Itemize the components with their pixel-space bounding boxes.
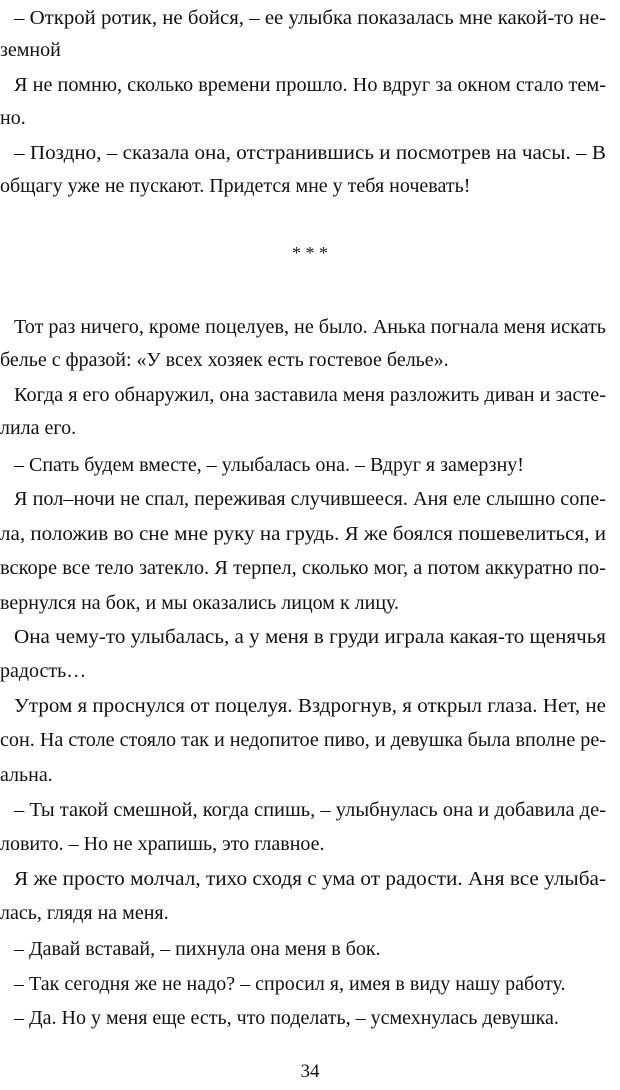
text-line-content: Утром я проснулся от поцелуя. Вздрогнув, я открыл глаза. Нет, не (14, 695, 606, 717)
text-line (0, 413, 620, 443)
text-line (0, 35, 620, 65)
text-line-content: – Давай вставай, – пихнула она меня в бок. (14, 938, 381, 960)
text-line-content: ла, положив во сне мне руку на грудь. Я же боялся пошевелиться, и (0, 523, 606, 545)
text-line (0, 1003, 620, 1033)
text-line (0, 553, 620, 583)
text-line-content: – Ты такой смешной, когда спишь, – улыбнулась она и добавила де- (14, 799, 607, 821)
text-line (0, 380, 620, 410)
text-line-content: вернулся на бок, и мы оказались лицом к лицу. (0, 592, 400, 614)
text-line (0, 345, 620, 375)
text-line-content: лила его. (0, 417, 77, 439)
text-line-content: – Так сегодня же не надо? – спросил я, имея в виду нашу работу. (14, 973, 566, 995)
text-line-content: Я пол–ночи не спал, переживая случившееся. Аня еле слышно сопе- (14, 488, 607, 510)
text-line-content: земной (0, 39, 61, 61)
text-line (0, 864, 620, 894)
text-line-content: – Открой ротик, не бойся, – ее улыбка показалась мне какой-то не- (14, 7, 607, 29)
text-line (0, 760, 620, 790)
text-line (0, 622, 620, 652)
text-line (0, 138, 620, 168)
text-line-content: сон. На столе стояло так и недопитое пиво, и девушка была вполне ре- (0, 729, 607, 751)
text-line-content: общагу уже не пускают. Придется мне у тебя ночевать! (0, 175, 471, 197)
text-line (0, 450, 620, 480)
text-line (0, 312, 620, 342)
text-line (0, 3, 620, 33)
text-line (0, 103, 620, 133)
text-line-content: альна. (0, 764, 53, 786)
text-line-content: – Да. Но у меня еще есть, что поделать, – усмехнулась девушка. (14, 1007, 559, 1029)
text-line (0, 969, 620, 999)
text-line (0, 519, 620, 549)
text-line-content: радость… (0, 660, 87, 682)
text-line (0, 795, 620, 825)
text-line (0, 691, 620, 721)
text-line (0, 725, 620, 755)
text-line-content: но. (0, 107, 26, 129)
text-line-content: ловито. – Но не храпишь, это главное. (0, 833, 325, 855)
section-separator: * * * (292, 243, 328, 263)
page-number: 34 (300, 1061, 320, 1082)
text-line-content: вскоре все тело затекло. Я терпел, сколько мог, а потом аккуратно по- (0, 557, 606, 579)
text-line (0, 829, 620, 859)
text-line (0, 588, 620, 618)
text-line-content: Она чему-то улыбалась, а у меня в груди играла какая-то щенячья (14, 626, 606, 648)
text-line (0, 898, 620, 928)
text-line (0, 171, 620, 201)
text-line-content: Я не помню, сколько времени прошло. Но вдруг за окном стало тем- (14, 74, 606, 96)
text-line-content: – Поздно, – сказала она, отстранившись и посмотрев на часы. – В (14, 142, 606, 164)
text-line-content: Я же просто молчал, тихо сходя с ума от радости. Аня все улыба- (14, 868, 607, 890)
text-line-content: Когда я его обнаружил, она заставила меня разложить диван и засте- (14, 384, 607, 406)
text-line (0, 656, 620, 686)
text-line-content: Тот раз ничего, кроме поцелуев, не было. Анька погнала меня искать (14, 316, 606, 338)
text-line (0, 934, 620, 964)
text-line-content: белье с фразой: «У всех хозяек есть гостевое белье». (0, 349, 449, 371)
text-line (0, 70, 620, 100)
text-line-content: лась, глядя на меня. (0, 902, 169, 924)
text-line-content: – Спать будем вместе, – улыбалась она. – Вдруг я замерзну! (14, 454, 524, 476)
text-line (0, 484, 620, 514)
